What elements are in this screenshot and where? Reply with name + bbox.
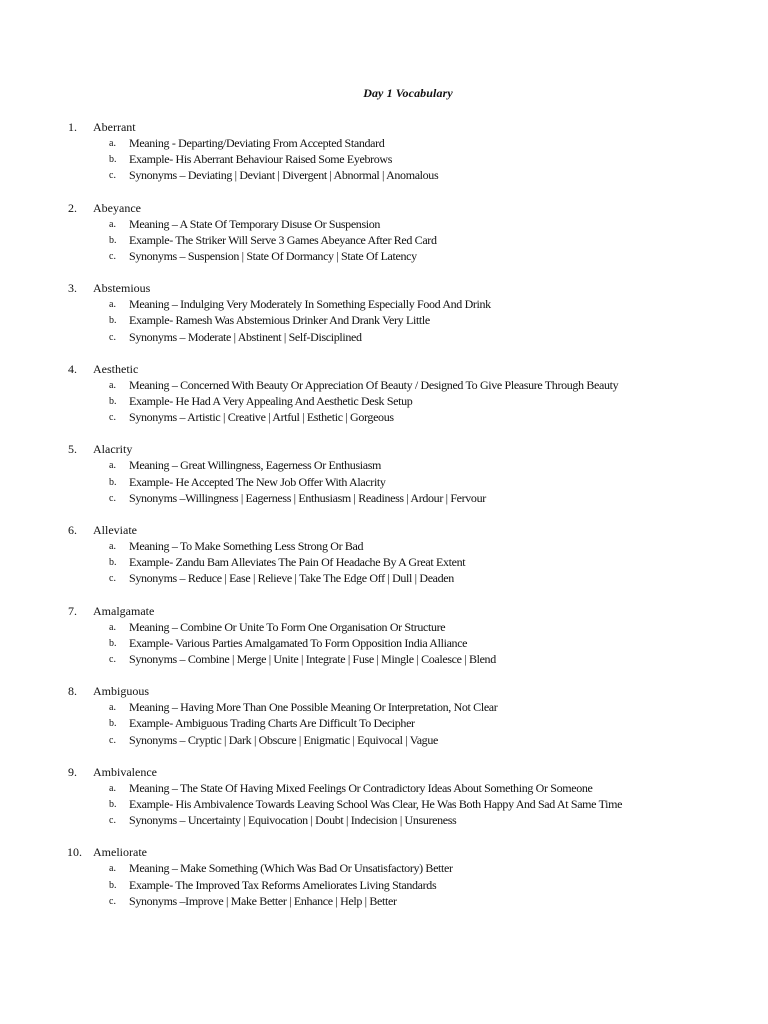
entry-detail-item — [0, 393, 768, 409]
detail-letter: b. — [109, 476, 117, 488]
detail-text: Example- He Accepted The New Job Offer With Alacrity — [129, 474, 386, 489]
detail-text: Meaning – Combine Or Unite To Form One Organisation Or Structure — [129, 619, 446, 634]
entry-number: 8. — [68, 684, 77, 699]
entry-number: 2. — [68, 200, 77, 215]
entry-detail-item — [0, 732, 768, 748]
detail-letter: b. — [109, 557, 117, 569]
entry-detail-item — [0, 409, 768, 425]
entry-detail-item — [0, 651, 768, 667]
entry-detail-item — [0, 538, 768, 554]
entry-detail-item — [0, 329, 768, 345]
entry-details — [0, 216, 768, 265]
entry-number: 7. — [68, 603, 77, 618]
entry-word: Aesthetic — [93, 361, 139, 376]
entry-detail-item — [0, 699, 768, 715]
entry-detail-item — [0, 796, 768, 812]
entry-word: Amalgamate — [93, 603, 155, 618]
detail-text: Example- Ambiguous Trading Charts Are Difficult To Decipher — [129, 716, 415, 731]
detail-text: Meaning – To Make Something Less Strong Or Bad — [129, 538, 364, 553]
detail-letter: b. — [109, 234, 117, 246]
entry-word: Abstemious — [93, 281, 151, 296]
entry-word: Abeyance — [93, 200, 141, 215]
entry-number: 4. — [68, 361, 77, 376]
detail-text: Synonyms – Deviating | Deviant | Divergent | Abnormal | Anomalous — [129, 168, 439, 183]
detail-letter: a. — [109, 218, 116, 230]
entry-detail-item — [0, 216, 768, 232]
entry-word: Ambiguous — [93, 684, 150, 699]
entry-detail-item — [0, 490, 768, 506]
vocabulary-entry — [0, 200, 768, 281]
detail-letter: c. — [109, 331, 116, 343]
detail-text: Meaning - Departing/Deviating From Accepted Standard — [129, 136, 385, 150]
detail-letter: a. — [109, 379, 116, 391]
entry-word: Ambivalence — [93, 764, 157, 779]
detail-text: Meaning – Having More Than One Possible Meaning Or Interpretation, Not Clear — [129, 700, 498, 715]
detail-letter: c. — [109, 412, 116, 424]
entry-detail-item — [0, 812, 768, 828]
vocabulary-entry — [0, 361, 768, 442]
entry-number: 6. — [68, 522, 77, 537]
entry-detail-item — [0, 635, 768, 651]
detail-text: Example- The Improved Tax Reforms Ameliorates Living Standards — [129, 877, 437, 892]
detail-text: Example- Ramesh Was Abstemious Drinker And Drank Very Little — [129, 313, 430, 328]
detail-letter: c. — [109, 815, 116, 827]
vocabulary-entry — [0, 119, 768, 200]
entry-details — [0, 296, 768, 345]
detail-letter: c. — [109, 734, 116, 746]
entry-number: 9. — [68, 764, 77, 779]
entry-detail-item — [0, 248, 768, 264]
detail-text: Example- Zandu Bam Alleviates The Pain Of Headache By A Great Extent — [129, 555, 466, 570]
detail-letter: a. — [109, 138, 116, 149]
entry-detail-item — [0, 167, 768, 183]
detail-letter: a. — [109, 782, 116, 794]
detail-text: Synonyms – Reduce | Ease | Relieve | Take The Edge Off | Dull | Deaden — [129, 571, 454, 586]
entry-word: Alleviate — [93, 522, 137, 537]
detail-letter: b. — [109, 637, 117, 649]
detail-text: Example- His Aberrant Behaviour Raised Some Eyebrows — [129, 152, 393, 167]
entry-detail-item — [0, 893, 768, 909]
detail-text: Synonyms –Improve | Make Better | Enhance | Help | Better — [129, 893, 397, 908]
detail-text: Synonyms – Suspension | State Of Dormancy | State Of Latency — [129, 248, 417, 263]
detail-letter: a. — [109, 863, 116, 875]
detail-letter: b. — [109, 395, 117, 407]
detail-text: Meaning – Indulging Very Moderately In Something Especially Food And Drink — [129, 297, 491, 312]
entry-details — [0, 377, 768, 426]
entry-word: Aberrant — [93, 120, 136, 134]
detail-text: Synonyms – Uncertainty | Equivocation | Doubt | Indecision | Unsureness — [129, 813, 457, 828]
detail-text: Meaning – A State Of Temporary Disuse Or Suspension — [129, 216, 381, 231]
detail-text: Meaning – Concerned With Beauty Or Appreciation Of Beauty / Designed To Give Pleasure Through Beauty — [129, 377, 619, 392]
entry-details — [0, 538, 768, 587]
entry-number: 1. — [68, 120, 77, 134]
detail-text: Synonyms – Cryptic | Dark | Obscure | Enigmatic | Equivocal | Vague — [129, 732, 438, 747]
entry-number: 5. — [68, 442, 77, 457]
entry-detail-item — [0, 232, 768, 248]
detail-letter: b. — [109, 154, 117, 166]
detail-letter: c. — [109, 895, 116, 907]
detail-text: Synonyms –Willingness | Eagerness | Enthusiasm | Readiness | Ardour | Fervour — [129, 490, 486, 505]
detail-letter: c. — [109, 573, 116, 585]
detail-letter: a. — [109, 460, 116, 472]
entry-detail-item — [0, 377, 768, 393]
entry-details — [0, 619, 768, 668]
detail-text: Meaning – The State Of Having Mixed Feelings Or Contradictory Ideas About Something Or Someone — [129, 780, 593, 795]
detail-letter: b. — [109, 798, 117, 810]
entry-detail-item — [0, 151, 768, 167]
detail-letter: c. — [109, 492, 116, 504]
entry-details — [0, 699, 768, 748]
entry-detail-item — [0, 474, 768, 490]
detail-letter: b. — [109, 315, 117, 327]
vocabulary-entry — [0, 683, 768, 764]
vocabulary-entry — [0, 522, 768, 603]
entry-details — [0, 780, 768, 829]
entry-detail-item — [0, 135, 768, 151]
vocabulary-entry — [0, 280, 768, 361]
detail-text: Example- Various Parties Amalgamated To Form Opposition India Alliance — [129, 635, 468, 650]
entry-details — [0, 860, 768, 909]
detail-letter: a. — [109, 621, 116, 633]
entry-detail-item — [0, 296, 768, 312]
detail-letter: b. — [109, 718, 117, 730]
entry-word: Ameliorate — [93, 845, 147, 860]
vocabulary-entry — [0, 844, 768, 925]
entry-detail-item — [0, 619, 768, 635]
document-title: Day 1 Vocabulary — [363, 86, 453, 100]
entry-detail-item — [0, 570, 768, 586]
detail-text: Synonyms – Artistic | Creative | Artful | Esthetic | Gorgeous — [129, 410, 394, 425]
vocabulary-entry — [0, 603, 768, 684]
detail-text: Meaning – Great Willingness, Eagerness Or Enthusiasm — [129, 458, 382, 473]
detail-letter: c. — [109, 170, 116, 182]
detail-letter: b. — [109, 879, 117, 891]
entry-detail-item — [0, 860, 768, 876]
detail-letter: c. — [109, 250, 116, 262]
entry-number: 10. — [67, 845, 82, 860]
entry-details — [0, 135, 768, 184]
detail-text: Example- The Striker Will Serve 3 Games Abeyance After Red Card — [129, 232, 437, 247]
entry-number: 3. — [68, 281, 77, 296]
entry-details — [0, 457, 768, 506]
entry-detail-item — [0, 877, 768, 893]
entry-detail-item — [0, 715, 768, 731]
entry-detail-item — [0, 554, 768, 570]
detail-letter: a. — [109, 299, 116, 311]
vocabulary-entry — [0, 764, 768, 845]
entry-detail-item — [0, 312, 768, 328]
detail-text: Meaning – Make Something (Which Was Bad Or Unsatisfactory) Better — [129, 861, 453, 876]
detail-letter: a. — [109, 702, 116, 714]
entry-detail-item — [0, 457, 768, 473]
detail-text: Example- His Ambivalence Towards Leaving School Was Clear, He Was Both Happy And Sad At Same Time — [129, 796, 623, 811]
vocabulary-entry — [0, 441, 768, 522]
detail-letter: a. — [109, 540, 116, 552]
detail-text: Synonyms – Moderate | Abstinent | Self-Disciplined — [129, 329, 362, 344]
vocabulary-list — [0, 119, 768, 925]
detail-letter: c. — [109, 653, 116, 665]
detail-text: Synonyms – Combine | Merge | Unite | Integrate | Fuse | Mingle | Coalesce | Blend — [129, 651, 496, 666]
entry-detail-item — [0, 780, 768, 796]
detail-text: Example- He Had A Very Appealing And Aesthetic Desk Setup — [129, 393, 413, 408]
entry-word: Alacrity — [93, 442, 133, 457]
